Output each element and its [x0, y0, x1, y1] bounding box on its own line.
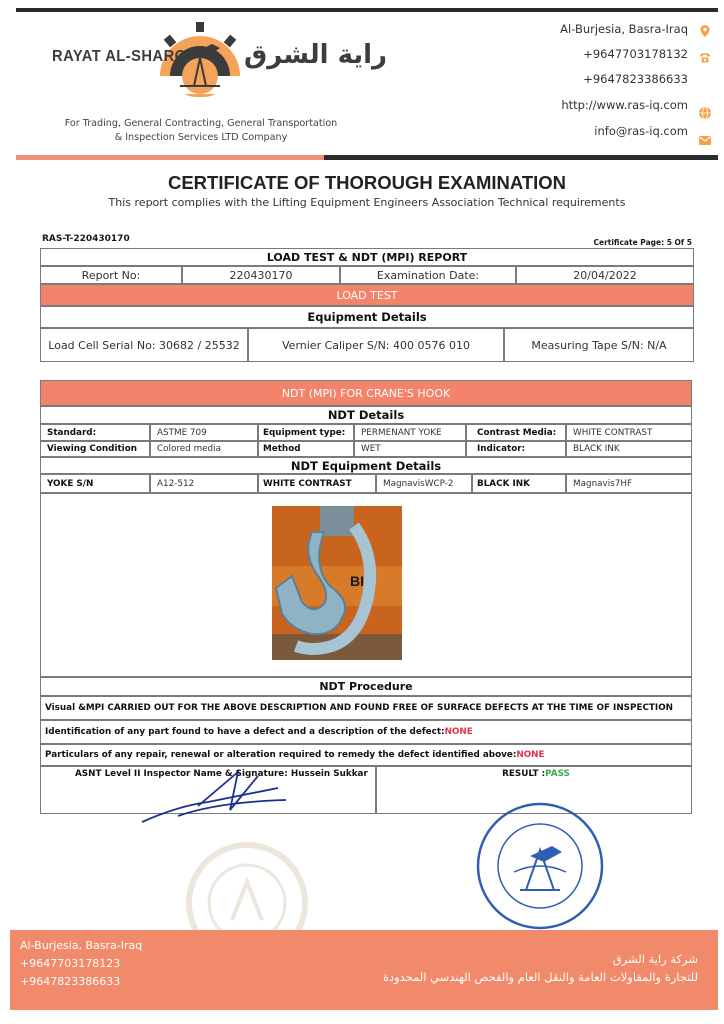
black-ink-label: BLACK INK	[472, 474, 566, 493]
defect-identification	[40, 720, 692, 744]
method-label: Method	[258, 441, 354, 457]
report-no-label: Report No:	[40, 266, 182, 284]
inspector-signature	[138, 766, 298, 828]
standard-value: ASTME 709	[150, 424, 258, 441]
contact-phone-2: +9647823386633	[583, 72, 688, 86]
white-contrast-value: MagnavisWCP-2	[376, 474, 472, 493]
equipment-details-heading: Equipment Details	[40, 306, 694, 328]
header-separator-orange	[16, 155, 324, 160]
globe-icon	[698, 106, 712, 120]
vernier-caliper-serial: Vernier Caliper S/N: 400 0576 010	[248, 328, 504, 362]
header-separator-dark	[324, 155, 718, 160]
certificate-title: CERTIFICATE OF THOROUGH EXAMINATION	[167, 172, 567, 193]
contrast-media-label: Contrast Media:	[466, 424, 566, 441]
contact-phone-1: +9647703178132	[583, 47, 688, 61]
email-icon	[698, 133, 712, 147]
tagline-line-1: For Trading, General Contracting, General Transportation	[64, 118, 338, 129]
footer-company-ar: شركة راية الشرق	[612, 952, 698, 966]
footer-phone-1: +9647703178123	[20, 957, 121, 970]
ndt-procedure-heading: NDT Procedure	[40, 677, 692, 696]
photo-text: BIS	[350, 573, 374, 589]
contact-website[interactable]: http://www.ras-iq.com	[561, 98, 688, 112]
load-cell-serial: Load Cell Serial No: 30682 / 25532	[40, 328, 248, 362]
report-heading: LOAD TEST & NDT (MPI) REPORT	[40, 248, 694, 266]
crane-hook-photo	[272, 506, 402, 660]
viewing-condition-value: Colored media	[150, 441, 258, 457]
method-value: WET	[354, 441, 466, 457]
footer-address: Al-Burjesia, Basra-Iraq	[20, 939, 143, 952]
tagline-line-2: & Inspection Services LTD Company	[114, 132, 288, 143]
ndt-details-heading: NDT Details	[40, 406, 692, 424]
result-value: PASS	[545, 769, 570, 779]
ndt-banner: NDT (MPI) FOR CRANE'S HOOK	[40, 380, 692, 406]
measuring-tape-serial: Measuring Tape S/N: N/A	[504, 328, 694, 362]
load-test-banner: LOAD TEST	[40, 284, 694, 306]
footer-services-ar: للتجارة والمقاولات العامة والنقل العام والفحص الهندسي المحدودة	[382, 970, 698, 984]
company-stamp	[474, 800, 606, 932]
inspector-signature-cell: ASNT Level II Inspector Name & Signature: Hussein Sukkar	[40, 766, 376, 814]
company-tagline	[36, 117, 366, 145]
repair-label: Particulars of any repair, renewal or alteration required to remedy the defect identified above:	[45, 750, 517, 760]
viewing-condition-label: Viewing Condition	[40, 441, 150, 457]
contrast-media-value: WHITE CONTRAST	[566, 424, 692, 441]
equipment-type-label: Equipment type:	[258, 424, 354, 441]
white-contrast-label: WHITE CONTRAST	[258, 474, 376, 493]
black-ink-value: Magnavis7HF	[566, 474, 692, 493]
brand-name-ar: راية الشرق	[244, 40, 388, 70]
exam-date-value: 20/04/2022	[516, 266, 694, 284]
report-no-value: 220430170	[182, 266, 340, 284]
standard-label: Standard:	[40, 424, 150, 441]
phone-icon	[698, 50, 712, 64]
indicator-value: BLACK INK	[566, 441, 692, 457]
ndt-equipment-heading: NDT Equipment Details	[40, 457, 692, 474]
repair-particulars	[40, 744, 692, 766]
contact-address: Al-Burjesia, Basra-Iraq	[560, 22, 688, 36]
defect-label: Identification of any part found to have a defect and a description of the defect:	[45, 727, 445, 737]
certificate-page: Certificate Page: 5 Of 5	[593, 238, 692, 247]
indicator-label: Indicator:	[466, 441, 566, 457]
contact-email[interactable]: info@ras-iq.com	[594, 124, 688, 138]
procedure-statement: Visual &MPI CARRIED OUT FOR THE ABOVE DESCRIPTION AND FOUND FREE OF SURFACE DEFECTS AT THE TIME OF INSPECTION	[40, 696, 692, 720]
brand-name-en: RAYAT AL-SHARQ	[52, 48, 187, 65]
yoke-label: YOKE S/N	[40, 474, 150, 493]
footer-phone-2: +9647823386633	[20, 975, 121, 988]
top-border	[16, 8, 718, 12]
result-label: RESULT :	[502, 769, 546, 779]
defect-value: NONE	[444, 727, 473, 737]
equipment-type-value: PERMENANT YOKE	[354, 424, 466, 441]
reference-number: RAS-T-220430170	[42, 234, 130, 244]
repair-value: NONE	[516, 750, 545, 760]
exam-date-label: Examination Date:	[340, 266, 516, 284]
location-pin-icon	[698, 24, 712, 38]
yoke-value: A12-512	[150, 474, 258, 493]
certificate-subtitle: This report complies with the Lifting Equipment Engineers Association Technical requirements	[108, 196, 626, 209]
